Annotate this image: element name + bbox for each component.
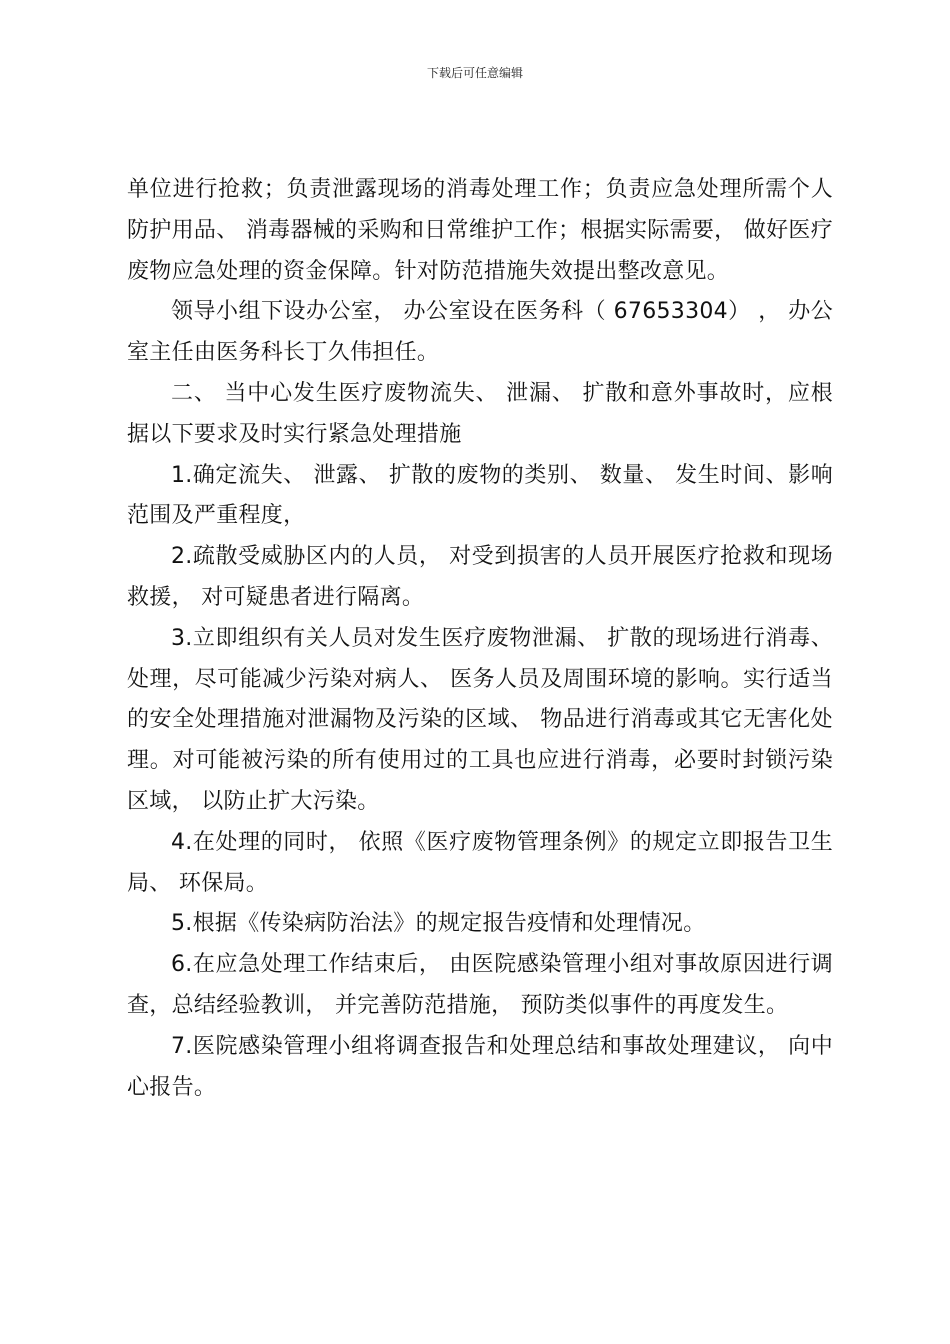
list-item-5: 5.根据《传染病防治法》的规定报告疫情和处理情况。 [171,911,706,937]
list-item-2: 2.疏散受威胁区内的人员， 对受到损害的人员开展医疗抢救和现场救援， 对可疑患者进行隔离。 [127,544,833,610]
list-item-3: 3.立即组织有关人员对发生医疗废物泄漏、 扩散的现场进行消毒、 处理，尽可能减少污染对病人、 医务人员及周围环境的影响。实行适当的安全处理措施对泄漏物及污染的区域、 物品进行消毒或其它无害化处理。对可能被污染的所有使用过的工具也应进行消毒，必要时封锁污染区域， 以防止扩大污染。 [127,625,833,814]
paragraph-office: 领导小组下设办公室， 办公室设在医务科（ 67653304） ， 办公室主任由医务科长丁久伟担任。 [127,299,833,366]
page-header: 下载后可任意编辑 [426,66,523,80]
list-item-1: 1.确定流失、 泄露、 扩散的废物的类别、 数量、 发生时间、影响范围及严重程度， [127,462,833,529]
list-item-4: 4.在处理的同时， 依照《医疗废物管理条例》的规定立即报告卫生局、 环保局。 [127,829,833,896]
paragraph-continuation: 单位进行抢救；负责泄露现场的消毒处理工作；负责应急处理所需个人防护用品、 消毒器械的采购和日常维护工作；根据实际需要， 做好医疗废物应急处理的资金保障。针对防范措施失效提出整改意见。 [127,177,833,284]
document-body [127,170,833,1108]
section-heading-2: 二、 当中心发生医疗废物流失、 泄漏、 扩散和意外事故时，应根据以下要求及时实行紧急处理措施 [127,380,833,447]
list-item-7: 7.医院感染管理小组将调查报告和处理总结和事故处理建议， 向中心报告。 [127,1033,833,1100]
list-item-6: 6.在应急处理工作结束后， 由医院感染管理小组对事故原因进行调查，总结经验教训， 并完善防范措施， 预防类似事件的再度发生。 [127,952,833,1018]
